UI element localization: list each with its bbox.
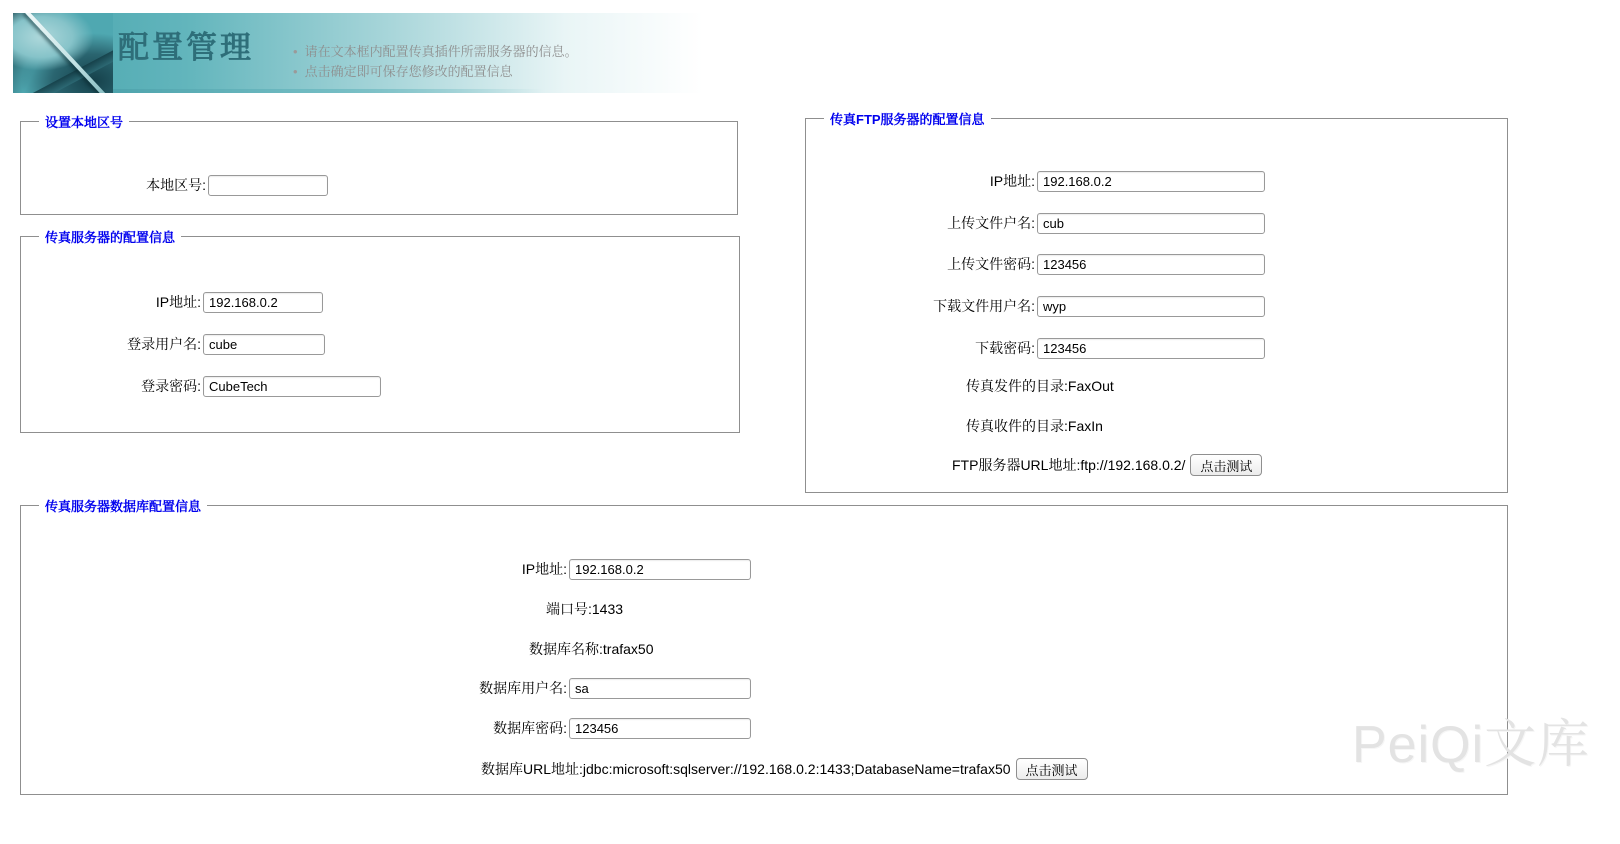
form-row (815, 337, 1265, 359)
db-password-label: 数据库密码: (493, 720, 567, 736)
header-notes (293, 42, 578, 82)
form-row (952, 454, 1262, 476)
form-row (36, 174, 328, 196)
ftp-server-legend: 传真FTP服务器的配置信息 (830, 112, 985, 127)
fax-password-label: 登录密码: (141, 378, 201, 394)
bullet-icon: • (293, 44, 298, 59)
db-port-text: 端口号:1433 (546, 601, 624, 617)
fax-ip-input[interactable] (203, 292, 323, 313)
header-note (293, 42, 578, 62)
fax-server-section (20, 227, 740, 433)
db-username-input[interactable] (569, 678, 751, 699)
header-note (293, 62, 578, 82)
local-area-code-input[interactable] (208, 175, 328, 196)
ftp-upload-password-input[interactable] (1037, 254, 1265, 275)
ftp-upload-username-input[interactable] (1037, 213, 1265, 234)
form-row (31, 291, 323, 313)
form-row (815, 212, 1265, 234)
db-ip-label: IP地址: (521, 561, 567, 577)
fax-ip-label: IP地址: (155, 294, 201, 310)
form-row (481, 758, 1088, 780)
db-password-input[interactable] (569, 718, 751, 739)
form-row (966, 375, 1114, 397)
ftp-test-button[interactable]: 点击测试 (1190, 454, 1262, 476)
form-row (546, 598, 623, 620)
form-row (37, 558, 751, 580)
peiqi-watermark: PeiQi文库 (1352, 716, 1591, 774)
bullet-icon: • (293, 64, 298, 79)
pen-photo-logo (13, 13, 113, 93)
fax-in-dir-text: 传真收件的目录:FaxIn (966, 418, 1103, 434)
fax-password-input[interactable] (203, 376, 381, 397)
ftp-download-username-label: 下载文件用户名: (933, 298, 1035, 314)
form-row (37, 677, 751, 699)
fax-username-label: 登录用户名: (127, 336, 201, 352)
page-title: 配置管理 (118, 30, 254, 65)
ftp-ip-input[interactable] (1037, 171, 1265, 192)
local-area-code-legend: 设置本地区号 (45, 115, 124, 130)
form-row (37, 717, 751, 739)
form-row (815, 170, 1265, 192)
local-area-code-label: 本地区号: (146, 177, 206, 193)
form-row (966, 415, 1103, 437)
fax-server-legend: 传真服务器的配置信息 (45, 230, 176, 245)
ftp-server-section (805, 109, 1508, 493)
form-row (31, 375, 381, 397)
form-row (31, 333, 325, 355)
ftp-download-password-input[interactable] (1037, 338, 1265, 359)
db-ip-input[interactable] (569, 559, 751, 580)
local-area-code-section (20, 112, 738, 215)
form-row (815, 253, 1265, 275)
fax-username-input[interactable] (203, 334, 325, 355)
ftp-ip-label: IP地址: (989, 173, 1035, 189)
ftp-upload-password-label: 上传文件密码: (947, 256, 1035, 272)
ftp-download-password-label: 下载密码: (975, 340, 1035, 356)
fax-out-dir-text: 传真发件的目录:FaxOut (966, 378, 1114, 394)
form-row (529, 638, 653, 660)
db-config-section (20, 496, 1508, 795)
db-username-label: 数据库用户名: (479, 680, 567, 696)
ftp-download-username-input[interactable] (1037, 296, 1265, 317)
note-text: 请在文本框内配置传真插件所需服务器的信息。 (304, 44, 578, 59)
form-row (815, 295, 1265, 317)
ftp-url-text: FTP服务器URL地址:ftp://192.168.0.2/ (952, 457, 1186, 473)
ftp-upload-username-label: 上传文件户名: (947, 215, 1035, 231)
db-url-text: 数据库URL地址:jdbc:microsoft:sqlserver://192.168.0.2:1433;DatabaseName=trafax50 (481, 761, 1011, 777)
db-name-text: 数据库名称:trafax50 (529, 641, 654, 657)
note-text: 点击确定即可保存您修改的配置信息 (304, 64, 513, 79)
db-test-button[interactable]: 点击测试 (1016, 758, 1088, 780)
db-config-legend: 传真服务器数据库配置信息 (45, 499, 202, 514)
